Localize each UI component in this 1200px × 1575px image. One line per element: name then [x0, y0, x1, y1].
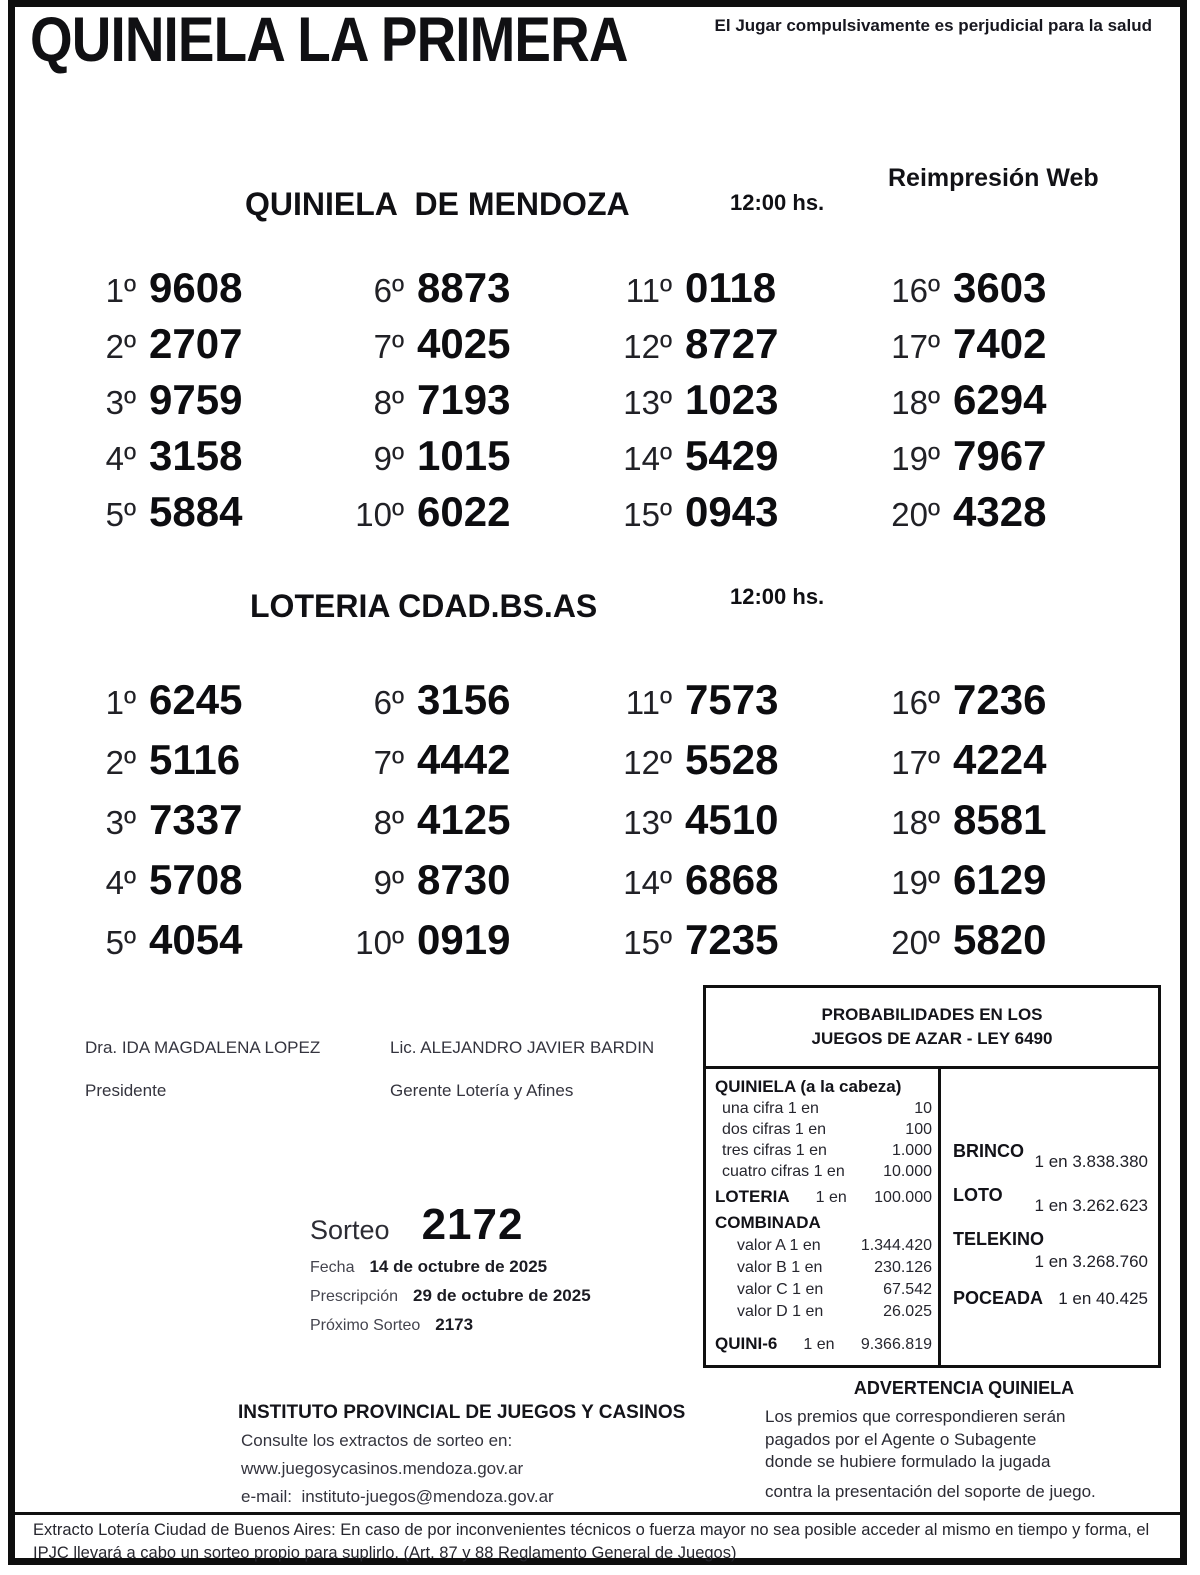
odds-value: 230.126	[874, 1259, 932, 1276]
result-cell	[876, 796, 1144, 856]
result-cell	[876, 320, 1144, 376]
result-number: 8730	[417, 856, 511, 903]
result-position: 4º	[105, 864, 136, 901]
loteria-odds-row	[715, 1185, 932, 1210]
result-number: 7573	[685, 676, 779, 723]
draw-time-bsas: 12:00 hs.	[730, 584, 825, 609]
sorteo-row	[310, 1200, 670, 1250]
odds-row	[715, 1119, 932, 1140]
result-number: 5116	[149, 736, 241, 783]
result-cell	[608, 796, 876, 856]
result-position: 17º	[891, 328, 940, 365]
combinada-odds-header: COMBINADA	[715, 1213, 821, 1232]
advertencia-line: pagados por el Agente o Subagente	[765, 1429, 1037, 1449]
result-position: 18º	[891, 384, 940, 421]
game-name: POCEADA	[953, 1288, 1044, 1308]
odds-row	[715, 1257, 932, 1279]
odds-value: 100	[905, 1121, 932, 1138]
result-position: 9º	[373, 864, 404, 901]
result-number: 5820	[953, 916, 1047, 963]
result-number: 9608	[149, 264, 243, 311]
page-title: QUINIELA LA PRIMERA	[30, 5, 628, 75]
result-position: 13º	[623, 804, 672, 841]
result-cell	[876, 264, 1144, 320]
result-cell	[340, 856, 608, 916]
result-cell	[340, 796, 608, 856]
result-number: 4054	[149, 916, 243, 963]
result-position: 10º	[355, 496, 404, 533]
result-cell	[876, 856, 1144, 916]
result-cell	[340, 264, 608, 320]
game-odds-value: 1 en 3.268.760	[1034, 1252, 1148, 1271]
result-number: 4224	[953, 736, 1047, 783]
loteria-odds-label: LOTERIA	[715, 1187, 790, 1206]
probabilities-left-column	[706, 1069, 941, 1365]
result-number: 6022	[417, 488, 511, 535]
signatory-title: Presidente	[85, 1081, 167, 1100]
fecha-label: Fecha	[310, 1259, 355, 1276]
result-position: 7º	[373, 744, 404, 781]
result-cell	[876, 736, 1144, 796]
result-cell	[72, 432, 340, 488]
instituto-section	[238, 1402, 718, 1507]
draw-title-mendoza: QUINIELA DE MENDOZA	[245, 186, 630, 222]
advertencia-text	[748, 1406, 1180, 1503]
draw-info	[310, 1200, 670, 1335]
result-number: 4510	[685, 796, 779, 843]
result-cell	[72, 796, 340, 856]
result-cell	[340, 736, 608, 796]
result-position: 14º	[623, 440, 672, 477]
result-cell	[608, 736, 876, 796]
quini6-odds-row	[715, 1332, 932, 1357]
result-position: 9º	[373, 440, 404, 477]
result-number: 1023	[685, 376, 779, 423]
result-position: 5º	[105, 924, 136, 961]
instituto-website: www.juegosycasinos.mendoza.gov.ar	[241, 1459, 524, 1478]
advertencia-section	[748, 1378, 1180, 1503]
result-position: 13º	[623, 384, 672, 421]
result-number: 7337	[149, 796, 243, 843]
game-name: TELEKINO	[953, 1229, 1045, 1249]
prescripcion-row	[310, 1286, 670, 1306]
probabilities-title-line2: JUEGOS DE AZAR - LEY 6490	[811, 1029, 1053, 1048]
sorteo-label: Sorteo	[310, 1215, 390, 1245]
result-cell	[340, 320, 608, 376]
result-position: 1º	[105, 684, 136, 721]
results-grid-bsas	[72, 676, 1144, 976]
loteria-odds-value: 100.000	[874, 1189, 932, 1206]
quiniela-odds-header: QUINIELA (a la cabeza)	[715, 1077, 902, 1096]
result-number: 7236	[953, 676, 1047, 723]
game-odds-value: 1 en 3.838.380	[1034, 1152, 1148, 1171]
result-position: 6º	[373, 272, 404, 309]
proximo-sorteo-label: Próximo Sorteo	[310, 1317, 421, 1334]
result-position: 3º	[105, 384, 136, 421]
footer-note: Extracto Lotería Ciudad de Buenos Aires: En caso de por inconvenientes técnicos o fuerza mayor no sea posible acceder al mismo en tiempo y forma, el IPJC llevará a cabo un sorteo propio para suplirlo. (Art. 87 y 88 Reglamento General de Juegos)	[33, 1521, 1150, 1562]
odds-row	[715, 1140, 932, 1161]
odds-value: 1.000	[891, 1142, 932, 1159]
result-cell	[608, 676, 876, 736]
quini6-odds-value: 9.366.819	[860, 1336, 932, 1353]
advertencia-title: ADVERTENCIA QUINIELA	[853, 1378, 1075, 1398]
probabilities-box	[703, 985, 1161, 1368]
result-cell	[340, 376, 608, 432]
game-odds-value: 1 en 40.425	[1058, 1289, 1148, 1308]
result-cell	[72, 488, 340, 544]
result-cell	[608, 488, 876, 544]
result-number: 4442	[417, 736, 511, 783]
probabilities-right-column	[941, 1069, 1158, 1365]
odds-label: valor D 1 en	[737, 1303, 824, 1320]
result-cell	[608, 320, 876, 376]
result-number: 5528	[685, 736, 779, 783]
odds-row	[715, 1235, 932, 1257]
result-number: 0118	[685, 264, 777, 311]
prescripcion-value: 29 de octubre de 2025	[413, 1286, 591, 1305]
quini6-odds-mid: 1 en	[803, 1336, 835, 1353]
game-odds-row	[953, 1288, 1148, 1309]
result-position: 11º	[625, 684, 672, 721]
result-number: 8727	[685, 320, 779, 367]
results-grid-mendoza	[72, 264, 1144, 544]
result-position: 6º	[373, 684, 404, 721]
signatory-manager	[390, 1038, 654, 1101]
game-odds-row	[953, 1229, 1148, 1272]
result-position: 16º	[891, 272, 940, 309]
result-number: 0919	[417, 916, 511, 963]
odds-row	[715, 1301, 932, 1323]
result-position: 7º	[373, 328, 404, 365]
signatory-name: Dra. IDA MAGDALENA LOPEZ	[85, 1038, 321, 1057]
result-position: 15º	[623, 496, 672, 533]
fecha-row	[310, 1257, 670, 1277]
advertencia-line: donde se hubiere formulado la jugada	[765, 1452, 1051, 1471]
odds-value: 1.344.420	[860, 1237, 932, 1254]
game-name: LOTO	[953, 1185, 1003, 1205]
result-position: 18º	[891, 804, 940, 841]
odds-label: una cifra 1 en	[722, 1100, 819, 1117]
result-position: 2º	[105, 328, 136, 365]
result-position: 5º	[105, 496, 136, 533]
result-position: 20º	[891, 496, 940, 533]
combinada-odds-rows	[715, 1235, 932, 1323]
result-position: 1º	[105, 272, 136, 309]
result-number: 3158	[149, 432, 243, 479]
odds-value: 10	[914, 1100, 932, 1117]
result-number: 7235	[685, 916, 779, 963]
result-number: 5884	[149, 488, 243, 535]
footer-divider	[15, 1512, 1180, 1515]
prescripcion-label: Prescripción	[310, 1288, 399, 1305]
result-cell	[876, 432, 1144, 488]
quiniela-odds-rows	[715, 1098, 932, 1182]
draw-time-mendoza: 12:00 hs.	[730, 190, 825, 215]
signatory-title: Gerente Lotería y Afines	[390, 1081, 574, 1100]
result-position: 4º	[105, 440, 136, 477]
result-position: 11º	[625, 272, 672, 309]
result-number: 6245	[149, 676, 243, 723]
result-cell	[72, 264, 340, 320]
result-position: 19º	[891, 864, 940, 901]
odds-row	[715, 1279, 932, 1301]
result-cell	[608, 856, 876, 916]
result-number: 8581	[953, 796, 1047, 843]
odds-row	[715, 1161, 932, 1182]
result-cell	[608, 264, 876, 320]
proximo-sorteo-row	[310, 1315, 670, 1335]
result-cell	[340, 432, 608, 488]
result-position: 3º	[105, 804, 136, 841]
result-number: 5708	[149, 856, 243, 903]
reprint-label: Reimpresión Web	[888, 164, 1099, 192]
health-warning: El Jugar compulsivamente es perjudicial para la salud	[714, 16, 1152, 35]
odds-value: 10.000	[883, 1163, 932, 1180]
odds-label: valor C 1 en	[737, 1281, 824, 1298]
result-position: 10º	[355, 924, 404, 961]
result-number: 8873	[417, 264, 511, 311]
probabilities-body	[706, 1069, 1158, 1365]
probabilities-title	[706, 988, 1158, 1069]
advertencia-line: contra la presentación del soporte de juego.	[765, 1481, 1096, 1501]
result-number: 3156	[417, 676, 511, 723]
odds-label: tres cifras 1 en	[722, 1142, 827, 1159]
signatory-name: Lic. ALEJANDRO JAVIER BARDIN	[390, 1038, 655, 1057]
quini6-odds-label: QUINI-6	[715, 1334, 778, 1353]
result-position: 17º	[891, 744, 940, 781]
result-number: 0943	[685, 488, 779, 535]
result-cell	[72, 676, 340, 736]
advertencia-line: Los premios que correspondieren serán	[765, 1407, 1066, 1426]
odds-label: cuatro cifras 1 en	[722, 1163, 845, 1180]
result-position: 20º	[891, 924, 940, 961]
result-position: 15º	[623, 924, 672, 961]
result-position: 12º	[623, 328, 672, 365]
result-number: 6129	[953, 856, 1047, 903]
result-number: 7402	[953, 320, 1047, 367]
result-cell	[340, 676, 608, 736]
result-cell	[876, 916, 1144, 976]
odds-value: 67.542	[883, 1281, 932, 1298]
result-cell	[876, 488, 1144, 544]
result-cell	[876, 676, 1144, 736]
result-cell	[608, 432, 876, 488]
result-cell	[72, 320, 340, 376]
result-number: 4125	[417, 796, 511, 843]
result-cell	[608, 916, 876, 976]
sorteo-number: 2172	[421, 1200, 524, 1249]
probabilities-title-line1: PROBABILIDADES EN LOS	[821, 1005, 1043, 1024]
odds-label: dos cifras 1 en	[722, 1121, 827, 1138]
result-number: 9759	[149, 376, 243, 423]
result-cell	[876, 376, 1144, 432]
result-cell	[340, 488, 608, 544]
fecha-value: 14 de octubre de 2025	[369, 1257, 548, 1276]
instituto-consulte: Consulte los extractos de sorteo en:	[241, 1431, 513, 1450]
result-number: 3603	[953, 264, 1047, 311]
game-odds-row	[953, 1185, 1148, 1216]
instituto-email: e-mail: instituto-juegos@mendoza.gov.ar	[241, 1487, 554, 1506]
result-position: 19º	[891, 440, 940, 477]
result-cell	[72, 736, 340, 796]
result-position: 16º	[891, 684, 940, 721]
result-cell	[340, 916, 608, 976]
result-cell	[608, 376, 876, 432]
proximo-sorteo-value: 2173	[435, 1315, 474, 1334]
odds-label: valor A 1 en	[737, 1237, 821, 1254]
instituto-name: INSTITUTO PROVINCIAL DE JUEGOS Y CASINOS	[238, 1402, 686, 1423]
odds-label: valor B 1 en	[737, 1259, 823, 1276]
result-number: 2707	[149, 320, 243, 367]
signatory-president	[85, 1038, 320, 1101]
result-number: 1015	[417, 432, 511, 479]
result-number: 6294	[953, 376, 1047, 423]
result-position: 14º	[623, 864, 672, 901]
result-number: 7967	[953, 432, 1047, 479]
result-number: 4328	[953, 488, 1047, 535]
result-position: 12º	[623, 744, 672, 781]
game-odds-value: 1 en 3.262.623	[1034, 1196, 1148, 1215]
result-position: 8º	[373, 384, 404, 421]
result-number: 5429	[685, 432, 779, 479]
result-number: 4025	[417, 320, 511, 367]
result-cell	[72, 376, 340, 432]
result-number: 7193	[417, 376, 511, 423]
result-position: 8º	[373, 804, 404, 841]
game-odds-row	[953, 1141, 1148, 1172]
odds-row	[715, 1098, 932, 1119]
game-name: BRINCO	[953, 1141, 1024, 1161]
draw-title-bsas: LOTERIA CDAD.BS.AS	[250, 588, 598, 624]
result-cell	[72, 856, 340, 916]
result-number: 6868	[685, 856, 779, 903]
result-position: 2º	[105, 744, 136, 781]
odds-value: 26.025	[883, 1303, 932, 1320]
result-cell	[72, 916, 340, 976]
loteria-odds-mid: 1 en	[815, 1189, 847, 1206]
